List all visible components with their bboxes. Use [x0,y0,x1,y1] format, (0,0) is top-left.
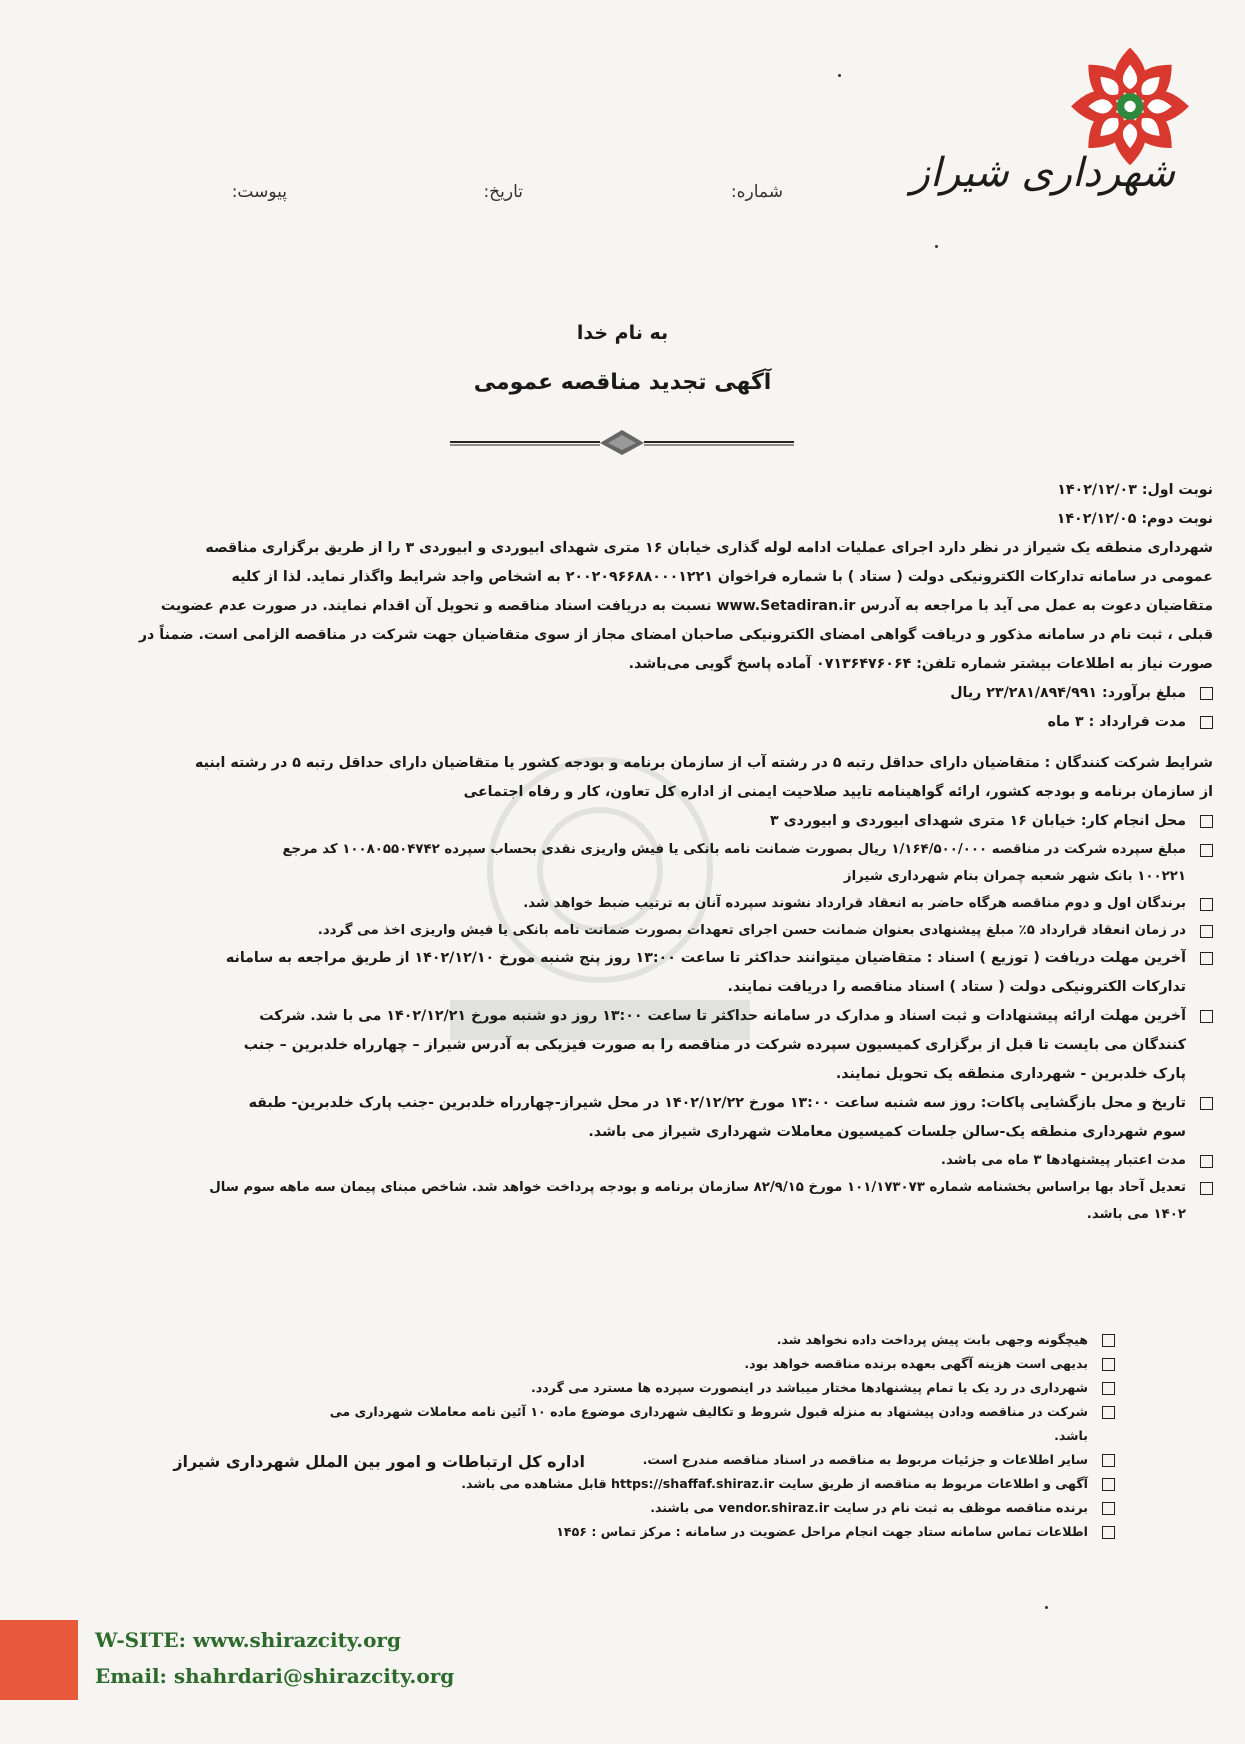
checkbox-icon [1200,1155,1213,1168]
email-link[interactable]: Email: shahrdari@shirazcity.org [95,1664,455,1688]
list-item: شهرداری در رد یک یا تمام پیشنهادها مختار میباشد در اینصورت سپرده ها مسترد می گردد. [300,1376,1115,1400]
first-round: نوبت اول: ۱۴۰۲/۱۲/۰۳ [1057,482,1213,498]
validity-text: مدت اعتبار پیشنهادها ۳ ماه می باشد. [940,1153,1186,1168]
list-item: برنده مناقصه موظف به ثبت نام در سایت vendor.shiraz.ir می باشند. [300,1496,1115,1520]
estimate-item [28,679,1213,708]
logo-wordmark: شهرداری شیراز [910,150,1175,196]
tender-body [28,476,1213,1228]
shiraz-municipality-logo [1035,38,1225,228]
signature: اداره کل ارتباطات و امور بین الملل شهرداری شیراز [173,1452,585,1471]
checkbox-icon [1200,716,1213,729]
checkbox-icon [1200,844,1213,857]
submit-deadline-line: آخرین مهلت ارائه پیشنهادات و ثبت اسناد و مدارک در سامانه حداکثر تا ساعت ۱۳:۰۰ روز دو شنبه مورخ ۱۴۰۲/۱۲/۲۱ می با شد. شرکت [259,1008,1186,1024]
checkbox-icon [1102,1334,1115,1347]
receive-deadline-line: تدارکات الکترونیکی دولت ( ستاد ) اسناد مناقصه را دریافت نمایند. [727,979,1186,995]
page-title: آگهی تجدید مناقصه عمومی [473,370,772,395]
checkbox-icon [1200,1097,1213,1110]
receive-deadline-line: آخرین مهلت دریافت ( توزیع ) اسناد : متقاضیان میتوانند حداکثر تا ساعت ۱۳:۰۰ روز پنج شنبه مورخ ۱۴۰۲/۱۲/۱۰ از طریق مراجعه به سامانه [225,950,1186,966]
diamond-divider-icon [450,428,794,456]
scan-mark [838,74,841,77]
checkbox-icon [1102,1502,1115,1515]
list-item: اطلاعات تماس سامانه ستاد جهت انجام مراحل عضویت در سامانه : مرکز تماس : ۱۴۵۶ [300,1520,1115,1544]
list-item: سایر اطلاعات و جزئیات مربوط به مناقصه در اسناد مناقصه مندرج است. [300,1448,1115,1472]
submit-deadline-line: کنندگان می بایست تا قبل از برگزاری کمیسیون سپرده شرکت در مناقصه را به صورت فیزیکی به آدرس شیراز – چهارراه خلدبرین – جنب [243,1037,1186,1053]
guarantee-text: در زمان انعقاد قرارداد ۵٪ مبلغ پیشنهادی بعنوان ضمانت حسن اجرای تعهدات بصورت ضمانت نامه بانکی یا فیش واریزی اخذ می گردد. [317,923,1186,938]
scan-mark [1045,1606,1048,1609]
intro-line: متقاضیان دعوت به عمل می آید با مراجعه به آدرس www.Setadiran.ir نسبت به دریافت اسناد مناقصه و تحویل آن اقدام نمایند. در صورت عدم عضویت [160,598,1213,614]
list-item: آگهی و اطلاعات مربوط به مناقصه از طریق سایت https://shaffaf.shiraz.ir قابل مشاهده می باشد. [300,1472,1115,1496]
checkbox-icon [1200,925,1213,938]
date-label: تاریخ: [483,182,523,202]
deposit-line: مبلغ سپرده شرکت در مناقصه ۱/۱۶۴/۵۰۰/۰۰۰ ریال بصورت ضمانت نامه بانکی یا فیش واریزی نقدی بحساب سپرده ۱۰۰۸۰۵۵۰۴۷۴۲ کد مرجع [282,842,1186,857]
guarantee-item [28,917,1213,944]
deposit-line: ۱۰۰۲۲۱ بانک شهر شعبه چمران بنام شهرداری شیراز [843,869,1186,884]
scan-mark [935,245,938,248]
opening-item [28,1089,1213,1147]
second-round: نوبت دوم: ۱۴۰۲/۱۲/۰۵ [1056,511,1213,527]
intro-line: عمومی در سامانه تدارکات الکترونیکی دولت ( ستاد ) با شماره فراخوان ۲۰۰۲۰۹۶۶۸۸۰۰۰۱۲۲۱ به اشخاص واجد شرایط واگذار نماید. لذا از کلیه [231,569,1213,585]
checkbox-icon [1102,1358,1115,1371]
checkbox-icon [1200,815,1213,828]
attachment-label: پیوست: [231,182,287,202]
website-link[interactable]: W-SITE: www.shirazcity.org [95,1628,401,1652]
submit-deadline-line: پارک خلدبرین - شهرداری منطقه یک تحویل نمایند. [835,1066,1186,1082]
duration-item [28,708,1213,737]
checkbox-icon [1102,1526,1115,1539]
checkbox-icon [1102,1382,1115,1395]
conditions-line: از سازمان برنامه و بودجه کشور، ارائه گواهینامه تایید صلاحیت ایمنی از اداره کل تعاون، کار و رفاه اجتماعی [463,784,1213,800]
checkbox-icon [1200,1182,1213,1195]
location-text: محل انجام کار: خیابان ۱۶ متری شهدای ابیوردی و ابیوردی ۳ [769,813,1186,829]
opening-line: سوم شهرداری منطقه یک-سالن جلسات کمیسیون معاملات شهرداری شیراز می باشد. [588,1124,1186,1140]
basmala: به نام خدا [576,322,669,344]
list-item: شرکت در مناقصه ودادن پیشنهاد به منزله قبول شروط و تکالیف شهرداری موضوع ماده ۱۰ آئین نامه معاملات شهرداری می باشد. [300,1400,1115,1448]
checkbox-icon [1200,687,1213,700]
checkbox-icon [1102,1454,1115,1467]
receive-deadline-item [28,944,1213,1002]
intro-line: صورت نیاز به اطلاعات بیشتر شماره تلفن: ۰۷۱۳۶۴۷۶۰۶۴ آماده پاسخ گویی می‌باشد. [628,656,1213,672]
checkbox-icon [1200,1010,1213,1023]
flower-logo-icon [1035,38,1225,228]
checkbox-icon [1102,1406,1115,1419]
intro-line: شهرداری منطقه یک شیراز در نظر دارد اجرای عملیات ادامه لوله گذاری خیابان ۱۶ متری شهدای ابیوردی و ابیوردی ۳ را از طریق برگزاری مناقصه [205,540,1213,556]
adjustment-item [28,1174,1213,1228]
footer-accent-bar [0,1620,78,1700]
opening-line: تاریخ و محل بازگشایی پاکات: روز سه شنبه ساعت ۱۳:۰۰ مورخ ۱۴۰۲/۱۲/۲۲ در محل شیراز-چهارراه خلدبرین -جنب پارک خلدبرین- طبقه [248,1095,1186,1111]
location-item [28,807,1213,836]
intro-line: قبلی ، ثبت نام در سامانه مذکور و دریافت گواهی امضای الکترونیکی صاحبان امضای مجاز از سوی متقاضیان جهت شرکت در مناقصه الزامی است. ضمناً در [138,627,1213,643]
list-item: هیچگونه وجهی بابت پیش پرداخت داده نخواهد شد. [300,1328,1115,1352]
footer [95,1622,454,1694]
duration-text: مدت قرارداد : ۳ ماه [1047,714,1186,730]
number-label: شماره: [730,182,783,202]
winners-text: برندگان اول و دوم مناقصه هرگاه حاضر به انعقاد قرارداد نشوند سپرده آنان به ترتیب ضبط خواهد شد. [523,896,1186,911]
checkbox-icon [1102,1478,1115,1491]
checkbox-icon [1200,952,1213,965]
conditions-line: شرایط شرکت کنندگان : متقاضیان دارای حداقل رتبه ۵ در رشته آب از سازمان برنامه و بودجه کشور یا متقاضیان دارای حداقل رتبه ۵ در رشته ابنیه [195,755,1213,771]
deposit-item [28,836,1213,890]
checkbox-icon [1200,898,1213,911]
submit-deadline-item [28,1002,1213,1089]
validity-item [28,1147,1213,1174]
adjustment-line: ۱۴۰۲ می باشد. [1086,1207,1186,1222]
adjustment-line: تعدیل آحاد بها براساس بخشنامه شماره ۱۰۱/۱۷۳۰۷۳ مورخ ۸۲/۹/۱۵ سازمان برنامه و بودجه پرداخت خواهد شد. شاخص مبنای پیمان سه ماهه سوم سال [209,1180,1186,1195]
notes-list [300,1328,1115,1544]
list-item: بدیهی است هزینه آگهی بعهده برنده مناقصه خواهد بود. [300,1352,1115,1376]
estimate-text: مبلغ برآورد: ۲۳/۲۸۱/۸۹۴/۹۹۱ ریال [950,685,1186,701]
winners-item [28,890,1213,917]
